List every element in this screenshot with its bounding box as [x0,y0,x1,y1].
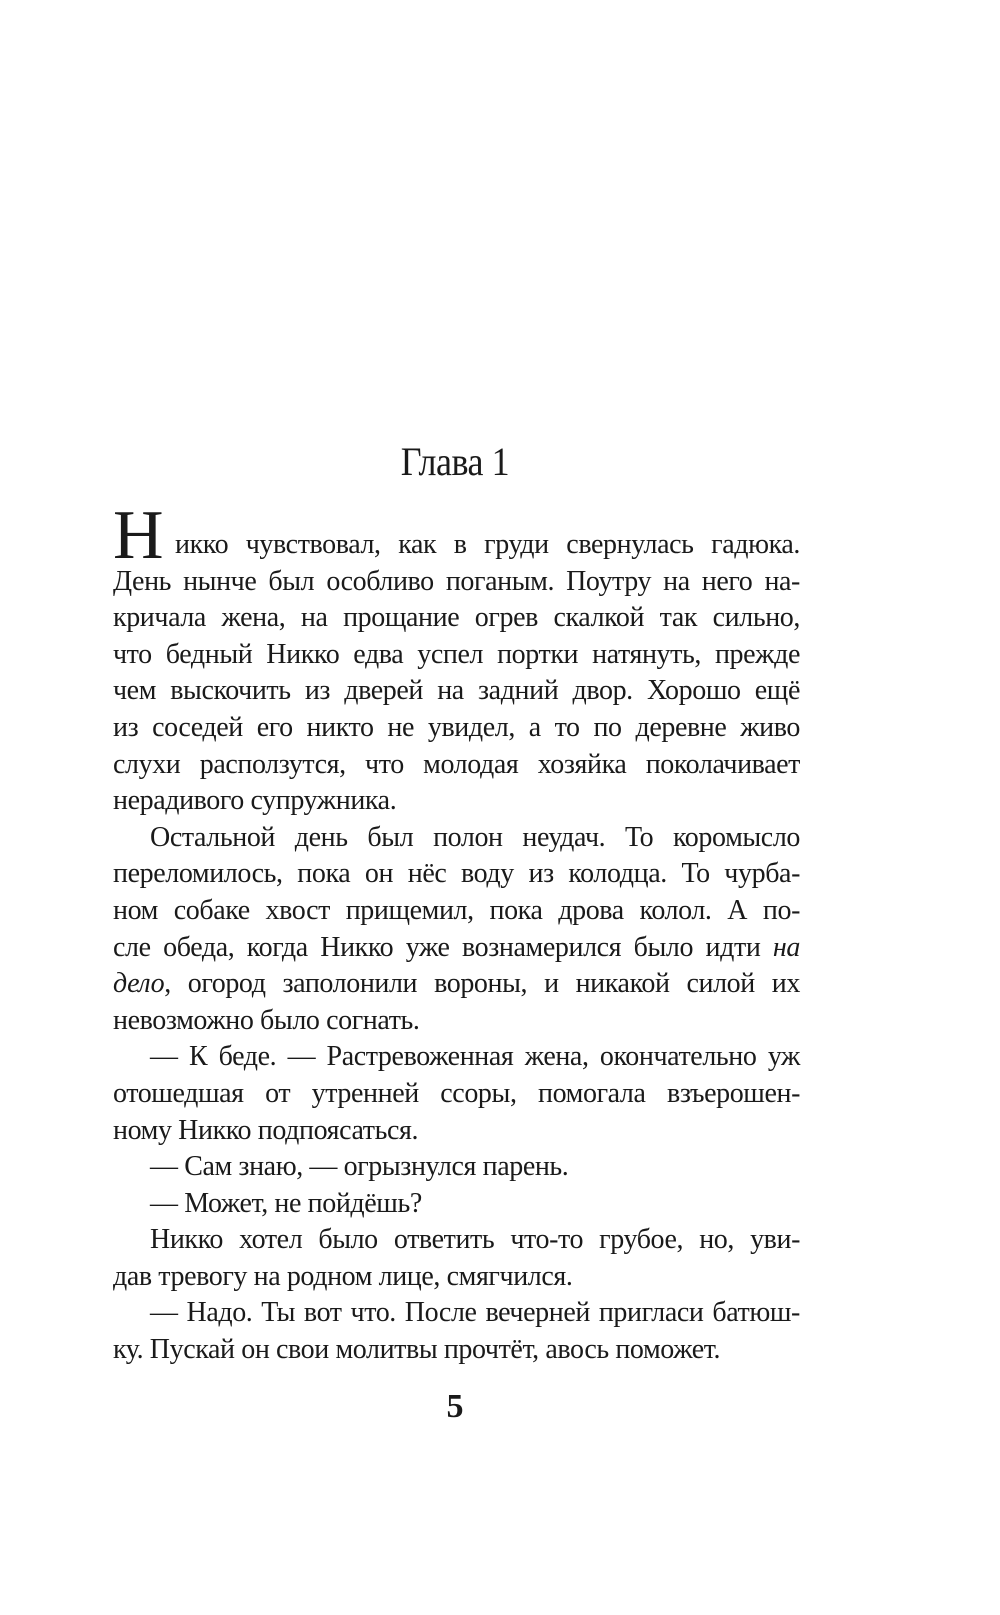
line-text: из соседей его никто не увидел, а то по деревне живо [113,711,800,743]
text-line [113,1039,800,1076]
italic-text: на [772,931,800,963]
text-line [113,893,800,930]
line-text: отошедшая от утренней ссоры, помогала взъерошен- [113,1077,800,1109]
line-text: нерадивого супружника. [113,785,397,817]
line-text: икко чувствовал, как в груди свернулась гадюка. [175,529,800,560]
text-line [113,1259,800,1296]
text-line [113,497,800,574]
line-text: что бедный Никко едва успел портки натянуть, прежде [113,638,800,670]
text-line [113,747,800,784]
line-text: День нынче был особливо поганым. Поутру на него на- [113,565,800,597]
line-text: Остальной день был полон неудач. То коромысло [150,821,800,853]
line-text: невозможно было согнать. [113,1004,420,1036]
line-text: — Сам знаю, — огрызнулся парень. [150,1151,569,1183]
text-line [113,1113,800,1150]
text-line [113,673,800,710]
line-text: ку. Пускай он свои молитвы прочтёт, авось поможет. [113,1334,721,1366]
page-number: 5 [446,1388,464,1425]
line-text: — Может, не пойдёшь? [150,1187,422,1219]
text-line [113,1295,800,1332]
text-line [113,1332,800,1369]
line-text: Никко хотел было ответить что-то грубое, но, уви- [150,1224,800,1256]
line-text: сле обеда, когда Никко уже вознамерился было идти [113,931,773,963]
line-text: , огород заполонили вороны, и никакой силой их [164,968,800,1000]
line-text: — К беде. — Растревоженная жена, окончательно уж [150,1041,800,1073]
body-text [113,497,800,1369]
text-line [113,1222,800,1259]
chapter-title: Глава 1 [400,439,510,484]
text-line [113,1186,800,1223]
text-line [113,820,800,857]
text-line [113,564,800,601]
line-text: переломилось, пока он нёс воду из колодца. То чурба- [113,858,800,890]
text-line [113,783,800,820]
line-text: ном собаке хвост прищемил, пока дрова колол. А по- [113,894,800,926]
text-line [113,600,800,637]
text-line [113,1149,800,1186]
drop-cap: Н [113,497,164,574]
line-text: кричала жена, на прощание огрев скалкой так сильно, [113,602,800,634]
text-line [113,1003,800,1040]
text-line [113,856,800,893]
italic-text: дело [113,968,165,1000]
text-line [113,710,800,747]
line-text: слухи расползутся, что молодая хозяйка поколачивает [113,748,800,780]
text-line [113,637,800,674]
text-line [113,966,800,1003]
line-text: ному Никко подпоясаться. [113,1114,419,1146]
text-line [113,1076,800,1113]
line-text: чем выскочить из дверей на задний двор. Хорошо ещё [113,675,800,707]
text-line [113,930,800,967]
line-text: дав тревогу на родном лице, смягчился. [113,1260,573,1292]
line-text: — Надо. Ты вот что. После вечерней пригласи батюш- [150,1297,800,1329]
